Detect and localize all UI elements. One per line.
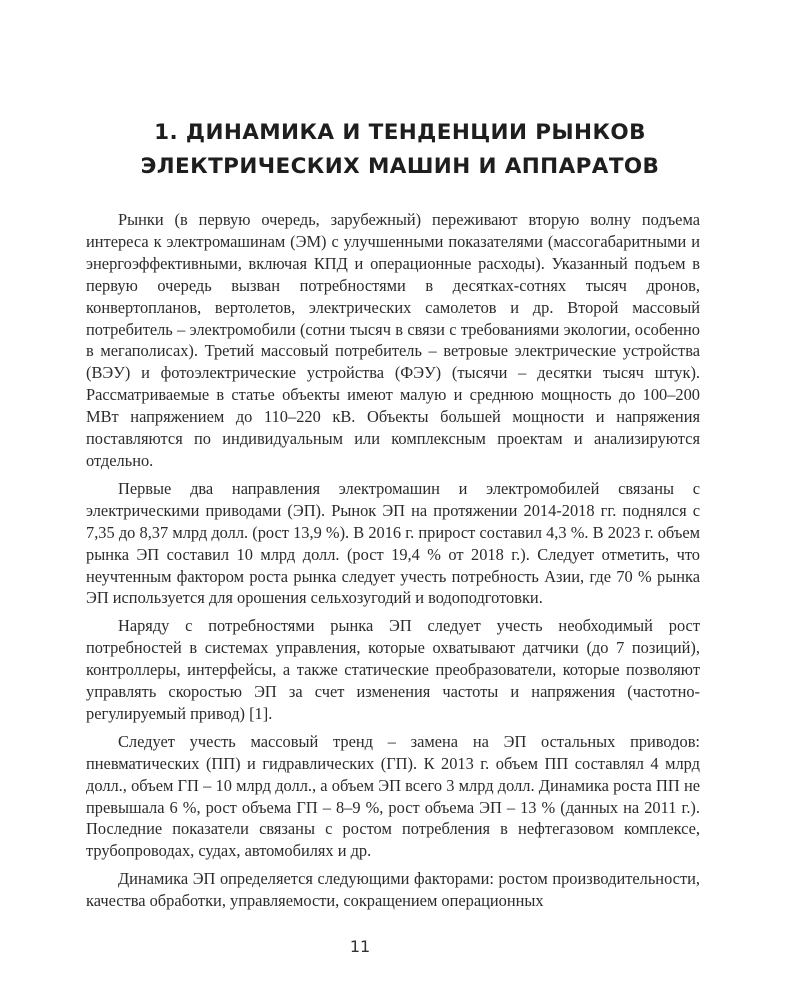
page-number: 11 xyxy=(349,937,371,956)
paragraph: Следует учесть массовый тренд – замена на ЭП остальных приводов: пневматических (ПП) и гидравлических (ГП). К 2013 г. объем ПП составлял 4 млрд долл., объем ГП – 10 млрд долл., а объем ЭП всего 3 млрд долл. Динамика роста ПП не превышала 6 %, рост объема ГП – 8–9 %, рост объема ЭП – 13 % (данных на 2011 г.). Последние показатели связаны с ростом потребления в нефтегазовом комплексе, трубопроводах, судах, автомобилях и др. xyxy=(86,731,700,861)
chapter-body xyxy=(86,209,700,918)
paragraph: Рынки (в первую очередь, зарубежный) переживают вторую волну подъема интереса к электромашинам (ЭМ) с улучшенными показателями (массогабаритными и энергоэффективными, включая КПД и операционные расходы). Указанный подъем в первую очередь вызван потребностями в десятках-сотнях тысяч дронов, конвертопланов, вертолетов, электрических самолетов и др. Второй массовый потребитель – электромобили (сотни тысяч в связи с требованиями экологии, особенно в мегаполисах). Третий массовый потребитель – ветровые электрические устройства (ВЭУ) и фотоэлектрические устройства (ФЭУ) (тысячи – десятки тысяч штук). Рассматриваемые в статье объекты имеют малую и среднюю мощность до 100–200 МВт напряжением до 110–220 кВ. Объекты большей мощности и напряжения поставляются по индивидуальным или комплексным проектам и анализируются отдельно. xyxy=(86,210,700,470)
chapter-heading xyxy=(100,116,700,184)
chapter-heading-line-2: ЭЛЕКТРИЧЕСКИХ МАШИН И АППАРАТОВ xyxy=(140,154,660,179)
paragraph: Наряду с потребностями рынка ЭП следует учесть необходимый рост потребностей в системах управления, которые охватывают датчики (до 7 позиций), контроллеры, интерфейсы, а также статические преобразователи, которые позволяют управлять скоростью ЭП за счет изменения частоты и напряжения (частотно-регулируемый привод) [1]. xyxy=(86,616,700,723)
paragraph: Динамика ЭП определяется следующими факторами: ростом производительности, качества обработки, управляемости, сокращением операционных xyxy=(86,869,700,911)
chapter-heading-line-1: 1. ДИНАМИКА И ТЕНДЕНЦИИ РЫНКОВ xyxy=(154,120,646,145)
paragraph: Первые два направления электромашин и электромобилей связаны с электрическими приводами (ЭП). Рынок ЭП на протяжении 2014-2018 гг. поднялся с 7,35 до 8,37 млрд долл. (рост 13,9 %). В 2016 г. прирост составил 4,3 %. В 2023 г. объем рынка ЭП составил 10 млрд долл. (рост 19,4 % от 2018 г.). Следует отметить, что неучтенным фактором роста рынка следует учесть потребность Азии, где 70 % рынка ЭП используется для орошения сельхозугодий и водоподготовки. xyxy=(86,478,700,608)
